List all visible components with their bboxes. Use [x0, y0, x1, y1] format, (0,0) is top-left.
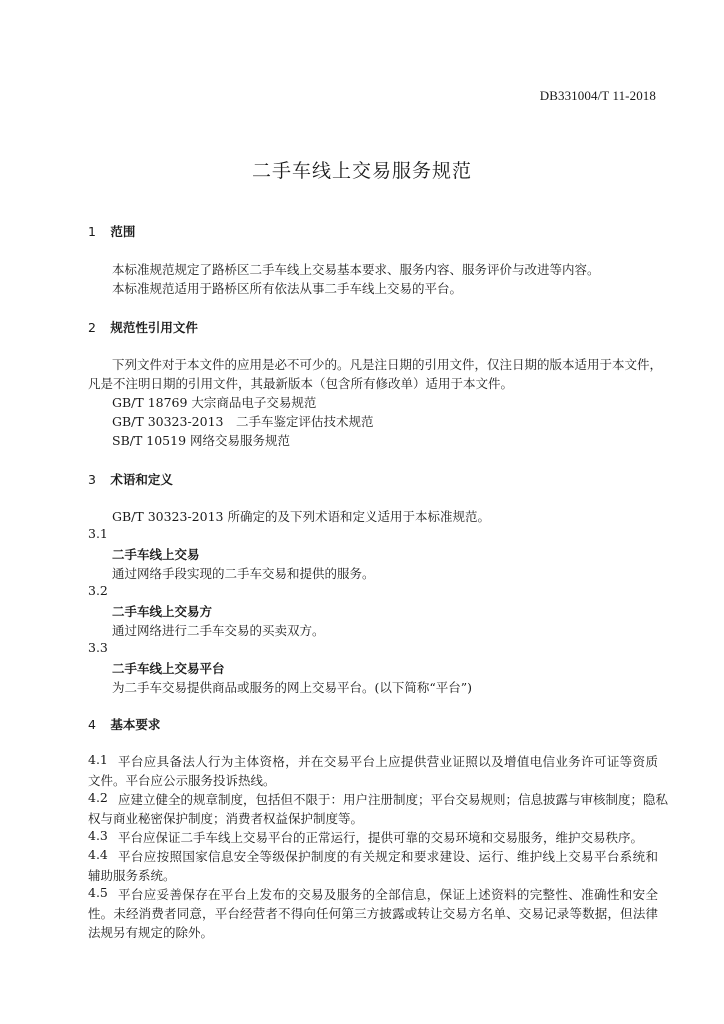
section-2-heading — [88, 318, 198, 336]
clause-line: 平台应妥善保存在平台上发布的交易及服务的全部信息，保证上述资料的完整性、准确性和安全 — [118, 887, 658, 902]
reference-item: GB/T 30323-2013 二手车鉴定评估技术规范 — [112, 414, 374, 429]
section-1-para-1: 本标准规范规定了路桥区二手车线上交易基本要求、服务内容、服务评价与改进等内容。 — [112, 262, 600, 277]
clause-line: 性。未经消费者同意，平台经营者不得向任何第三方披露或转让交易方名单、交易记录等数据，但法律 — [88, 906, 658, 921]
clause-line: 平台应具备法人行为主体资格，并在交易平台上应提供营业证照以及增值电信业务许可证等资质 — [118, 754, 658, 769]
term-definition: 为二手车交易提供商品或服务的网上交易平台。(以下简称“平台”) — [112, 680, 473, 695]
section-3-heading — [88, 470, 173, 488]
term-name: 二手车线上交易平台 — [112, 661, 225, 676]
clause-line: 法规另有规定的除外。 — [88, 925, 214, 940]
term-number: 3.2 — [88, 583, 108, 598]
term-number: 3.3 — [88, 640, 108, 655]
section-2-number: 2 — [88, 320, 96, 335]
section-1-para-2: 本标准规范适用于路桥区所有依法从事二手车线上交易的平台。 — [112, 281, 463, 296]
clause-number: 4.3 — [88, 828, 108, 843]
section-2-intro-line-1: 下列文件对于本文件的应用是必不可少的。凡是注日期的引用文件，仅注日期的版本适用于本文件， — [112, 357, 663, 372]
clause-line: 应建立健全的规章制度，包括但不限于：用户注册制度；平台交易规则；信息披露与审核制度；隐私 — [118, 792, 669, 807]
standard-number: DB331004/T 11-2018 — [539, 88, 656, 103]
section-3-title: 术语和定义 — [110, 472, 173, 487]
clause-line: 文件。平台应公示服务投诉热线。 — [88, 773, 276, 788]
clause-line: 权与商业秘密保护制度；消费者权益保护制度等。 — [88, 811, 364, 826]
document-title: 二手车线上交易服务规范 — [251, 160, 472, 182]
term-definition: 通过网络进行二手车交易的买卖双方。 — [112, 623, 325, 638]
clause-line: 平台应按照国家信息安全等级保护制度的有关规定和要求建设、运行、维护线上交易平台系统和 — [118, 849, 658, 864]
section-1-number: 1 — [88, 224, 96, 239]
clause-number: 4.1 — [88, 752, 108, 767]
section-4-number: 4 — [88, 717, 96, 732]
section-1-heading — [88, 222, 135, 240]
section-4-title: 基本要求 — [110, 717, 161, 732]
clause-number: 4.2 — [88, 790, 108, 805]
term-name: 二手车线上交易 — [112, 547, 200, 562]
clause-line: 平台应保证二手车线上交易平台的正常运行，提供可靠的交易环境和交易服务，维护交易秩序。 — [118, 830, 644, 845]
term-definition: 通过网络手段实现的二手车交易和提供的服务。 — [112, 566, 375, 581]
section-1-title: 范围 — [110, 224, 136, 239]
section-4-heading — [88, 715, 160, 733]
reference-item: GB/T 18769 大宗商品电子交易规范 — [112, 395, 317, 410]
section-2-title: 规范性引用文件 — [110, 320, 198, 335]
section-3-number: 3 — [88, 472, 96, 487]
section-2-intro-line-2: 凡是不注明日期的引用文件，其最新版本（包含所有修改单）适用于本文件。 — [88, 376, 514, 391]
term-name: 二手车线上交易方 — [112, 604, 213, 619]
clause-number: 4.4 — [88, 847, 108, 862]
clause-line: 辅助服务系统。 — [88, 868, 176, 883]
clause-number: 4.5 — [88, 885, 108, 900]
reference-item: SB/T 10519 网络交易服务规范 — [112, 433, 291, 448]
section-3-intro: GB/T 30323-2013 所确定的及下列术语和定义适用于本标准规范。 — [112, 509, 490, 524]
term-number: 3.1 — [88, 526, 108, 541]
